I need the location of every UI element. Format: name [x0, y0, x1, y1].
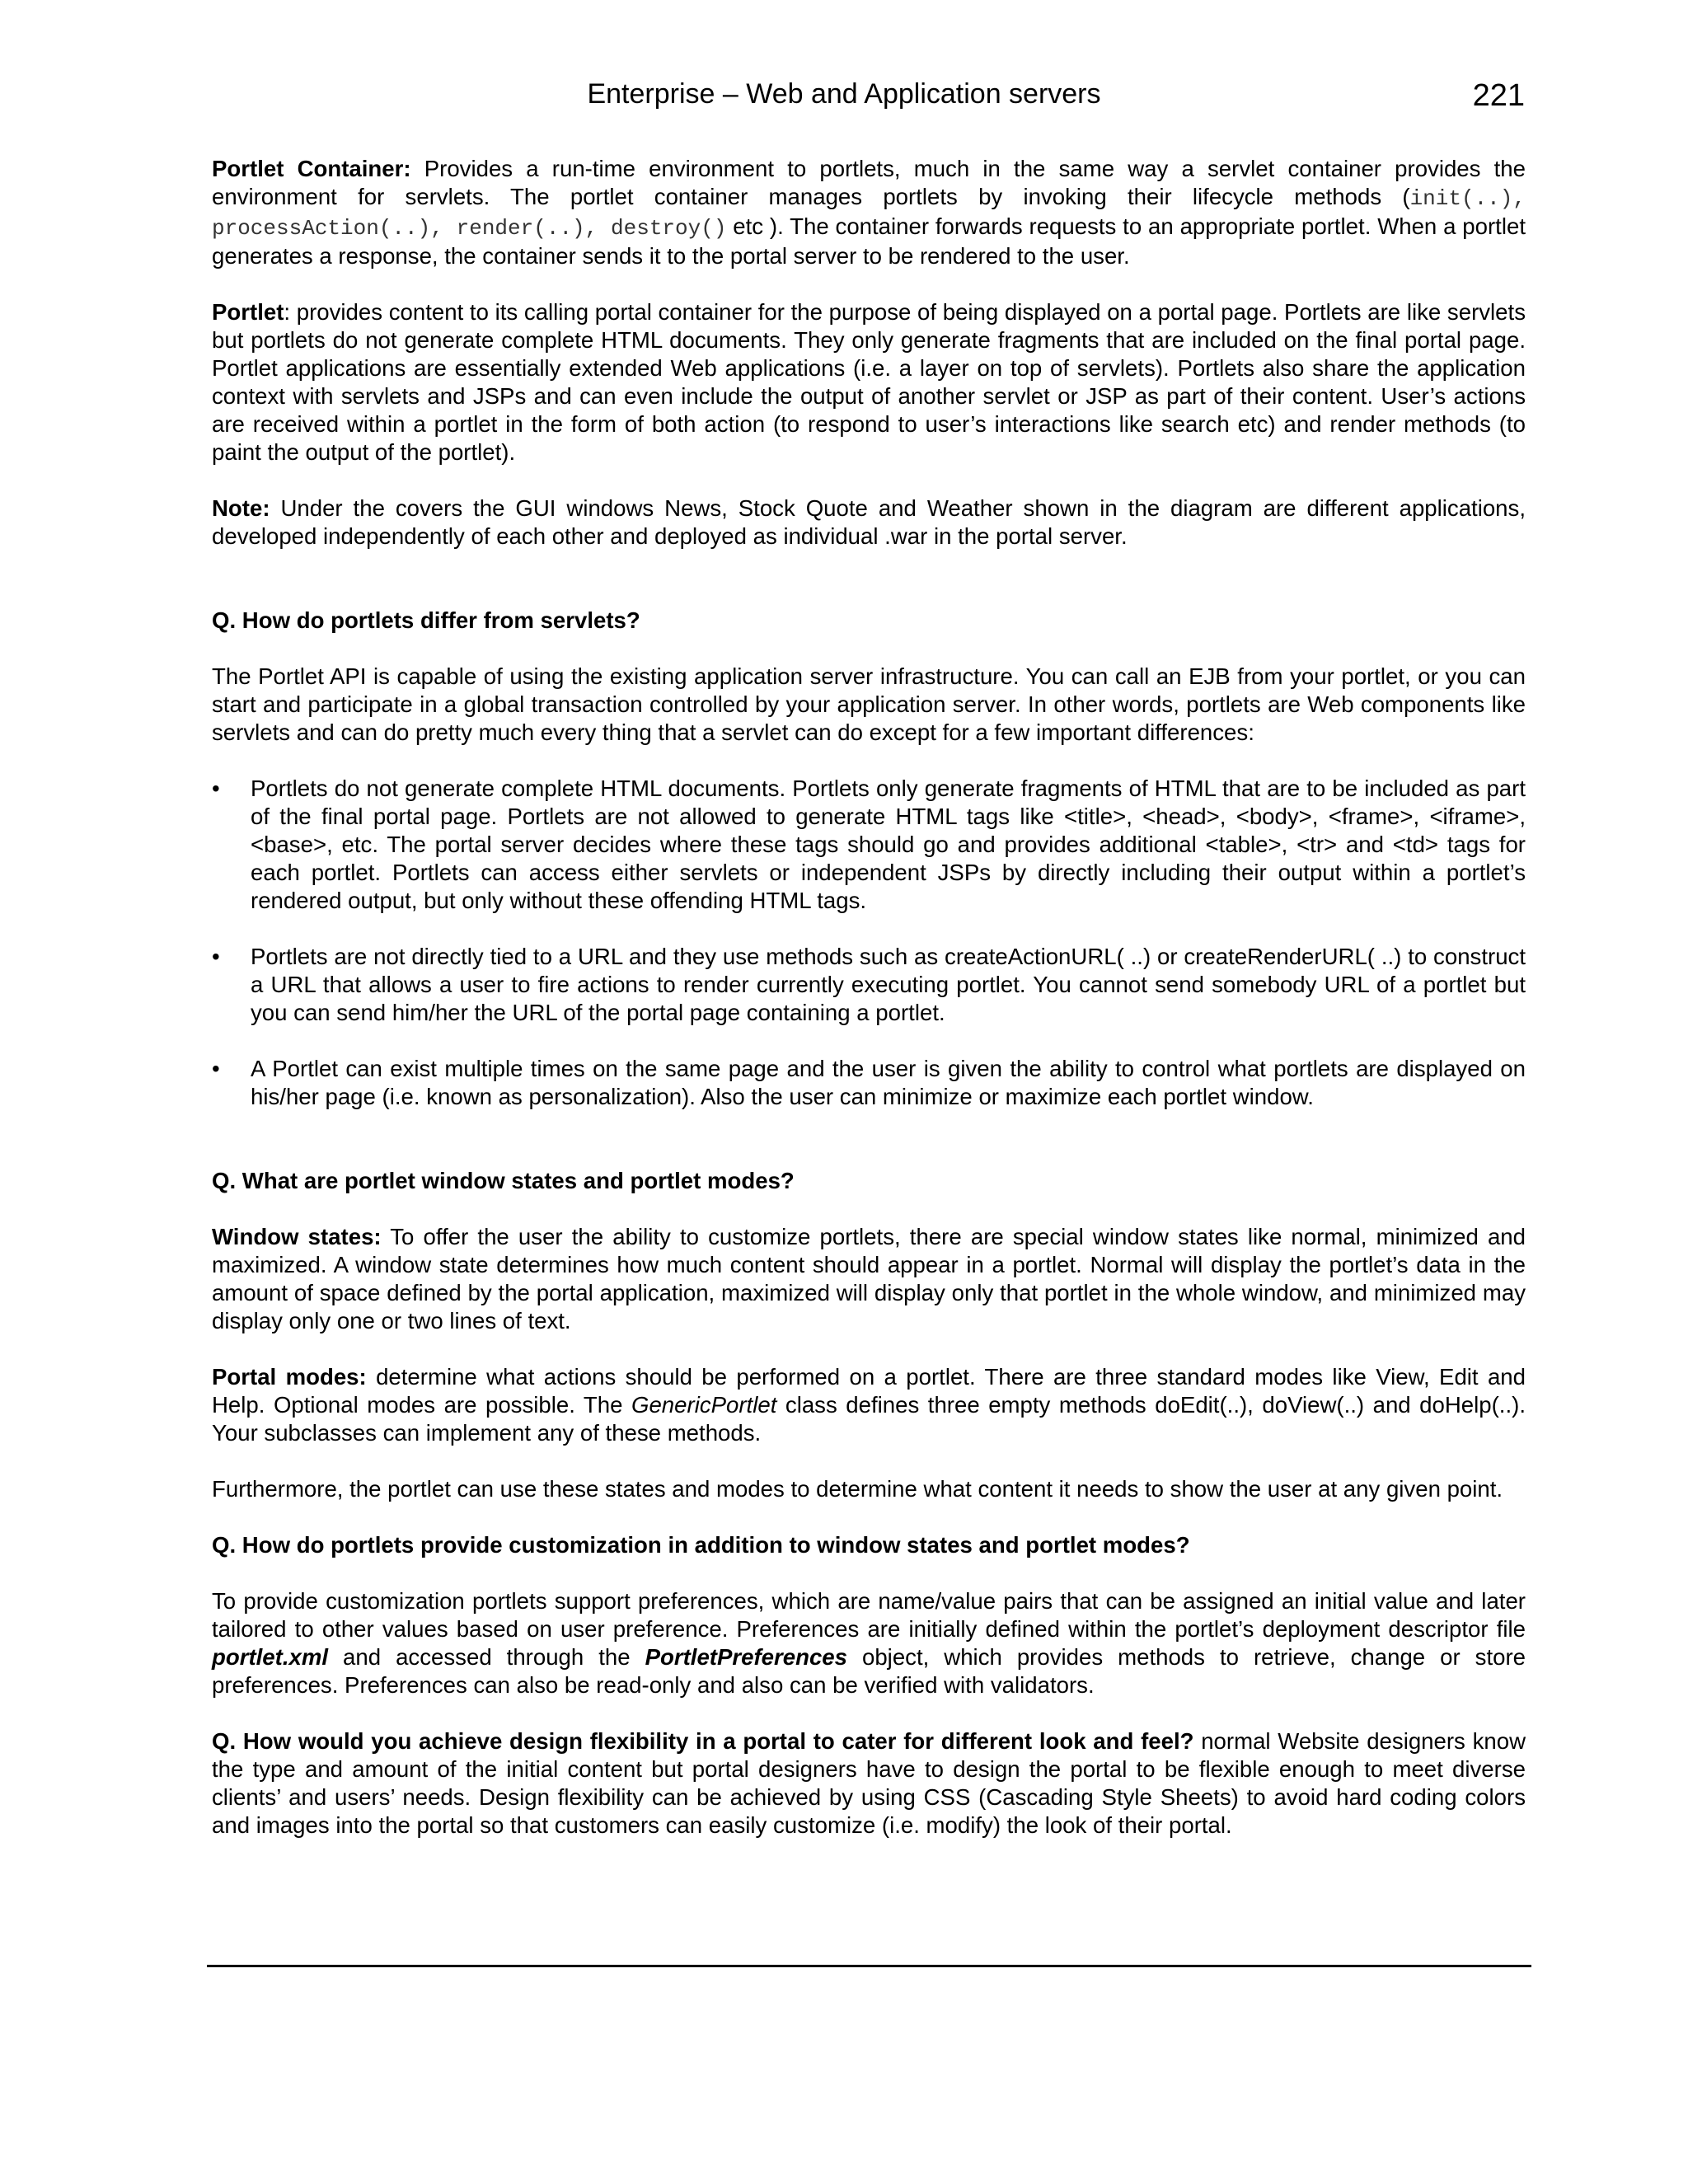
list-item — [212, 943, 1526, 1027]
design-flexibility-answer: normal Website designers know the type and amount of the initial content but portal designers have to design the portal to be flexible enough to meet diverse clients’ and users’ needs. Design flexibility can be achieved by using CSS (Cascading Style Sheets) to avoid hard coding colors and images into the portal so that customers can easily customize (i.e. modify) the look of their portal. — [212, 1728, 1526, 1838]
list-item — [212, 1055, 1526, 1111]
portlet-label: Portlet — [212, 299, 284, 325]
portlet-preferences-object: PortletPreferences — [645, 1644, 847, 1670]
furthermore-paragraph: Furthermore, the portlet can use these states and modes to determine what content it needs to show the user at any given point. — [212, 1476, 1503, 1502]
list-item-text: Portlets are not directly tied to a URL and they use methods such as createActionURL( ..) or createRenderURL( ..) to construct a URL that allows a user to fire actions to render currently executing portlet. You cannot send somebody URL of a portlet but you can send him/her the URL of the portal page containing a portlet. — [251, 944, 1526, 1025]
portlet-container-text-1: Provides a run-time environment to portlets, much in the same way a servlet container provides the environment for servlets. The portlet container manages portlets by invoking their lifecycle methods ( — [212, 156, 1526, 209]
page-header — [0, 76, 1688, 117]
question-portlets-vs-servlets: Q. How do portlets differ from servlets? — [212, 607, 640, 633]
portal-modes-label: Portal modes: — [212, 1364, 367, 1390]
list-item-text: Portlets do not generate complete HTML documents. Portlets only generate fragments of HTML that are to be included as part of the final portal page. Portlets are not allowed to generate HTML tags like <title>, <head>, <body>, <frame>, <iframe>, <base>, etc. The portal server decides where these tags should go and provides additional <table>, <tr> and <td> tags for each portlet. Portlets can access either servlets or independent JSPs by directly including their output within a portlet’s rendered output, but only without these offending HTML tags. — [251, 776, 1526, 913]
portal-modes-text-1: determine what actions should be performed on a portlet. There are three standard modes like View, Edit and Help. Optional modes are possible. The — [212, 1364, 1526, 1418]
customization-text-1: To provide customization portlets support preferences, which are name/value pairs that can be assigned an initial value and later tailored to other values based on user preference. Preferences are initially defined within the portlet’s deployment descriptor file — [212, 1588, 1526, 1642]
running-title: Enterprise – Web and Application servers — [587, 78, 1101, 110]
portlet-xml-file: portlet.xml — [212, 1644, 329, 1670]
portlet-text: : provides content to its calling portal container for the purpose of being displayed on a portal page. Portlets are like servlets but portlets do not generate complete HTML documents. They only generate fragments that are included on the final portal page. Portlet applications are essentially extended Web applications (i.e. a layer on top of servlets). Portlets also share the application context with servlets and JSPs and can even include the output of another servlet or JSP as part of their content. User’s actions are received within a portlet in the form of both action (to respond to user’s interactions like search etc) and render methods (to paint the output of the portlet). — [212, 299, 1526, 465]
portlet-container-text-2: etc ). The container forwards requests to an appropriate portlet. When a portlet generates a response, the container sends it to the portal server to be rendered to the user. — [212, 213, 1526, 269]
customization-text-3: object, which provides methods to retrieve, change or store preferences. Preferences can also be read-only and also can be verified with validators. — [212, 1644, 1526, 1698]
design-flexibility-paragraph — [212, 1727, 1526, 1840]
portal-modes-paragraph — [212, 1363, 1526, 1447]
page-body — [212, 155, 1526, 1868]
window-states-text: To offer the user the ability to customize portlets, there are special window states like normal, minimized and maximized. A window state determines how much content should appear in a portlet. Normal will display the portlet’s data in the amount of space defined by the portal application, maximized will display only that portlet in the whole window, and minimized may display only one or two lines of text. — [212, 1224, 1526, 1333]
note-text: Under the covers the GUI windows News, Stock Quote and Weather shown in the diagram are different applications, developed independently of each other and deployed as individual .war in the portal server. — [212, 495, 1526, 549]
portlet-paragraph — [212, 298, 1526, 466]
lifecycle-methods-code: init(..), processAction(..), render(..), destroy() — [212, 186, 1526, 241]
question-design-flexibility: Q. How would you achieve design flexibility in a portal to cater for different look and feel? — [212, 1728, 1194, 1754]
list-item — [212, 775, 1526, 915]
portlet-container-paragraph — [212, 155, 1526, 270]
bullet-icon: • — [212, 776, 220, 801]
note-paragraph — [212, 494, 1526, 551]
window-states-paragraph — [212, 1223, 1526, 1335]
page-number: 221 — [1472, 78, 1525, 113]
customization-paragraph — [212, 1587, 1526, 1699]
portlet-api-intro: The Portlet API is capable of using the existing application server infrastructure. You can call an EJB from your portlet, or you can start and participate in a global transaction controlled by your application server. In other words, portlets are Web components like servlets and can do pretty much every thing that a servlet can do except for a few important differences: — [212, 663, 1526, 745]
generic-portlet-class: GenericPortlet — [631, 1392, 777, 1418]
portlet-container-label: Portlet Container: — [212, 156, 411, 181]
question-window-states-modes: Q. What are portlet window states and portlet modes? — [212, 1168, 795, 1193]
question-customization: Q. How do portlets provide customization in addition to window states and portlet modes? — [212, 1532, 1190, 1558]
bullet-icon: • — [212, 944, 220, 969]
differences-list — [212, 775, 1526, 1111]
list-item-text: A Portlet can exist multiple times on the same page and the user is given the ability to control what portlets are displayed on his/her page (i.e. known as personalization). Also the user can minimize or maximize each portlet window. — [251, 1056, 1526, 1109]
customization-text-2: and accessed through the — [328, 1644, 645, 1670]
note-label: Note: — [212, 495, 270, 521]
portal-modes-text-2: class defines three empty methods doEdit(..), doView(..) and doHelp(..). Your subclasses can implement any of these methods. — [212, 1392, 1526, 1446]
footer-rule — [207, 1965, 1531, 1967]
window-states-label: Window states: — [212, 1224, 382, 1249]
bullet-icon: • — [212, 1056, 220, 1081]
